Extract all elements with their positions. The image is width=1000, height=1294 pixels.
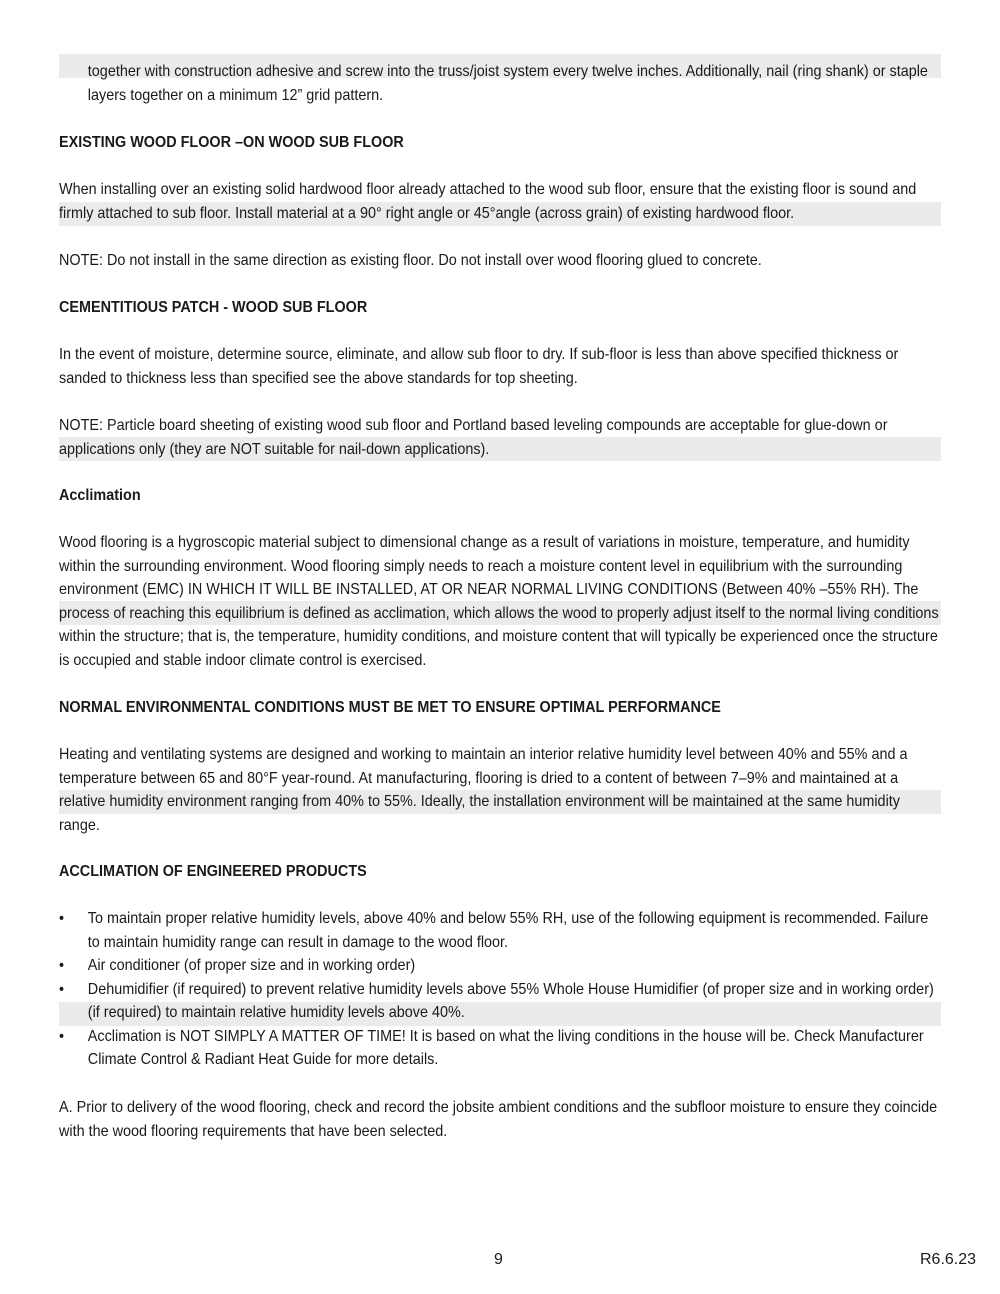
list-item: • Dehumidifier (if required) to prevent relative humidity levels above 55% Whole House Humidifier (of proper size and in working order) (if required) to maintain relative humidity levels above 40%. <box>59 978 941 1025</box>
section-heading-existing-wood-floor: EXISTING WOOD FLOOR –ON WOOD SUB FLOOR <box>59 134 404 151</box>
page-number: 9 <box>494 1251 503 1268</box>
existing-wood-floor-body: When installing over an existing solid hardwood floor already attached to the wood sub floor, ensure that the existing floor is sound and firmly attached to sub floor. Install material at a 90° right angle or 45°angle (across grain) of existing hardwood floor. <box>59 181 917 222</box>
section-heading-engineered: ACCLIMATION OF ENGINEERED PRODUCTS <box>59 863 367 880</box>
section-heading-normal-conditions: NORMAL ENVIRONMENTAL CONDITIONS MUST BE MET TO ENSURE OPTIMAL PERFORMANCE <box>59 699 721 716</box>
section-heading-acclimation: Acclimation <box>59 487 141 504</box>
step-a-paragraph: A. Prior to delivery of the wood flooring, check and record the jobsite ambient conditions and the subfloor moisture to ensure they coincide with the wood flooring requirements that have been selected. <box>59 1099 938 1140</box>
existing-wood-floor-note: NOTE: Do not install in the same direction as existing floor. Do not install over wood flooring glued to concrete. <box>59 252 762 269</box>
list-item: • Acclimation is NOT SIMPLY A MATTER OF TIME! It is based on what the living conditions in the house will be. Check Manufacturer Climate Control & Radiant Heat Guide for more details. <box>59 1025 941 1072</box>
section-heading-cementitious-patch: CEMENTITIOUS PATCH - WOOD SUB FLOOR <box>59 299 368 316</box>
intro-continuation: together with construction adhesive and screw into the truss/joist system every twelve inches. Additionally, nail (ring shank) or staple layers together on a minimum 12” grid pattern. <box>87 63 928 104</box>
engineered-bullet-list <box>59 907 941 1072</box>
list-item: • To maintain proper relative humidity levels, above 40% and below 55% RH, use of the following equipment is recommended. Failure to maintain humidity range can result in damage to the wood floor. <box>59 907 941 954</box>
acclimation-body: Wood flooring is a hygroscopic material subject to dimensional change as a result of variations in moisture, temperature, and humidity within the surrounding environment. Wood flooring simply needs to reach a moisture content level in equilibrium with the surrounding environment (EMC) IN WHICH IT WILL BE INSTALLED, AT OR NEAR NORMAL LIVING CONDITIONS (Between 40% –55% RH). The process of reaching this equilibrium is defined as acclimation, which allows the wood to properly adjust itself to the normal living conditions within the structure; that is, the temperature, humidity conditions, and moisture content that will typically be experienced once the structure is occupied and stable indoor climate control is exercised. <box>59 534 939 669</box>
cementitious-patch-note: NOTE: Particle board sheeting of existing wood sub floor and Portland based leveling compounds are acceptable for glue-down or applications only (they are NOT suitable for nail-down applications). <box>59 417 888 458</box>
cementitious-patch-body: In the event of moisture, determine source, eliminate, and allow sub floor to dry. If sub-floor is less than above specified thickness or sanded to thickness less than specified see the above standards for top sheeting. <box>59 346 899 387</box>
list-item: • Air conditioner (of proper size and in working order) <box>59 954 941 978</box>
revision-label: R6.6.23 <box>920 1251 977 1268</box>
normal-conditions-body: Heating and ventilating systems are designed and working to maintain an interior relative humidity level between 40% and 55% and a temperature between 65 and 80°F year-round. At manufacturing, flooring is dried to a content of between 7–9% and maintained at a relative humidity environment ranging from 40% to 55%. Ideally, the installation environment will be maintained at the same humidity range. <box>59 746 908 834</box>
